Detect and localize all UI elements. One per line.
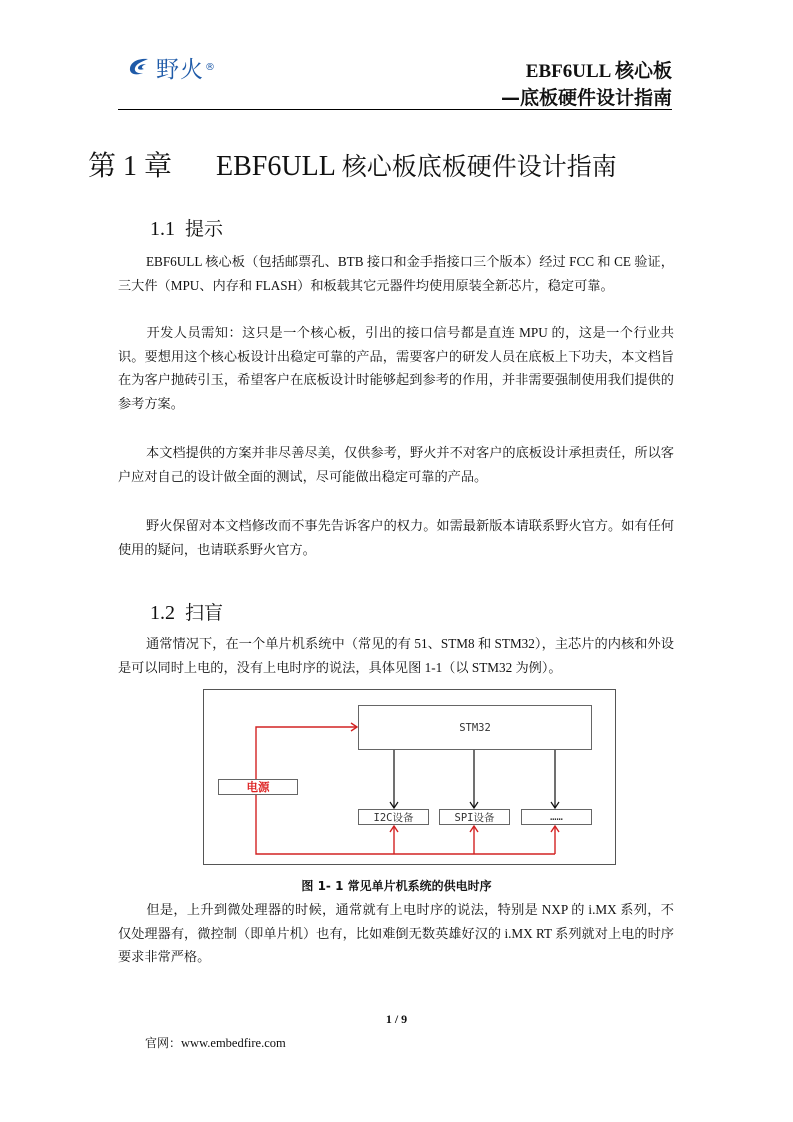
mcu-block: STM32 xyxy=(358,705,592,750)
paragraph: 通常情况下，在一个单片机系统中（常见的有 51、STM8 和 STM32），主芯片的内核和外设是可以同时上电的，没有上电时序的说法，具体见图 1-1（以 STM32 为例）。 xyxy=(118,636,674,675)
chapter-title-cjk: 核心板底板硬件设计指南 xyxy=(341,152,617,181)
section-number: 1.1 xyxy=(150,218,175,240)
header-divider xyxy=(118,109,672,110)
section-heading-1-2 xyxy=(150,598,223,625)
figure-caption: 图 1- 1 常见单片机系统的供电时序 xyxy=(301,879,492,893)
chapter-number: 第 1 章 xyxy=(88,151,173,182)
logo xyxy=(128,52,215,82)
other-device-block: …… xyxy=(521,809,592,825)
registered-mark: ® xyxy=(205,61,215,73)
section-title: 提示 xyxy=(185,218,224,240)
header-title-line1: EBF6ULL 核心板 xyxy=(525,61,672,82)
chapter-title xyxy=(88,144,617,184)
header-title-line2: —底板硬件设计指南 xyxy=(500,87,672,109)
paragraph: 野火保留对本文档修改而不事先告诉客户的权力。如需最新版本请联系野火官方。如有任何使用的疑问，也请联系野火官方。 xyxy=(118,518,674,557)
power-sequence-diagram xyxy=(203,689,616,865)
website-label: 官网： xyxy=(145,1036,182,1050)
power-block: 电源 xyxy=(218,779,298,795)
flame-logo-icon xyxy=(128,57,150,77)
section-number: 1.2 xyxy=(150,602,175,624)
spi-device-block: SPI设备 xyxy=(439,809,510,825)
chapter-title-latin: EBF6ULL xyxy=(216,151,342,182)
i2c-device-block: I2C设备 xyxy=(358,809,429,825)
paragraph: 但是，上升到微处理器的时候，通常就有上电时序的说法，特别是 NXP 的 i.MX 系列，不仅处理器有，微控制（即单片机）也有，比如难倒无数英雄好汉的 i.MX RT 系列就对上电的时序要求非常严格。 xyxy=(118,902,674,964)
paragraph: 开发人员需知：这只是一个核心板，引出的接口信号都是直连 MPU 的，这是一个行业共识。要想用这个核心板设计出稳定可靠的产品，需要客户的研发人员在底板上下功夫，本文档旨在为客户抛砖引玉，希望客户在底板设计时能够起到参考的作用，并非需要强制使用我们提供的参考方案。 xyxy=(118,325,674,411)
section-title: 扫盲 xyxy=(185,602,224,624)
website-footer xyxy=(145,1034,286,1051)
logo-text: 野火 xyxy=(156,56,204,83)
page-number: 1 / 9 xyxy=(385,1012,408,1026)
section-heading-1-1 xyxy=(150,214,223,241)
website-link[interactable]: www.embedfire.com xyxy=(181,1036,286,1050)
paragraph: 本文档提供的方案并非尽善尽美，仅供参考，野火并不对客户的底板设计承担责任，所以客户应对自己的设计做全面的测试，尽可能做出稳定可靠的产品。 xyxy=(118,445,674,484)
paragraph: EBF6ULL 核心板（包括邮票孔、BTB 接口和金手指接口三个版本）经过 FCC 和 CE 验证，三大件（MPU、内存和 FLASH）和板载其它元器件均使用原装全新芯片，稳定可靠。 xyxy=(118,254,674,293)
